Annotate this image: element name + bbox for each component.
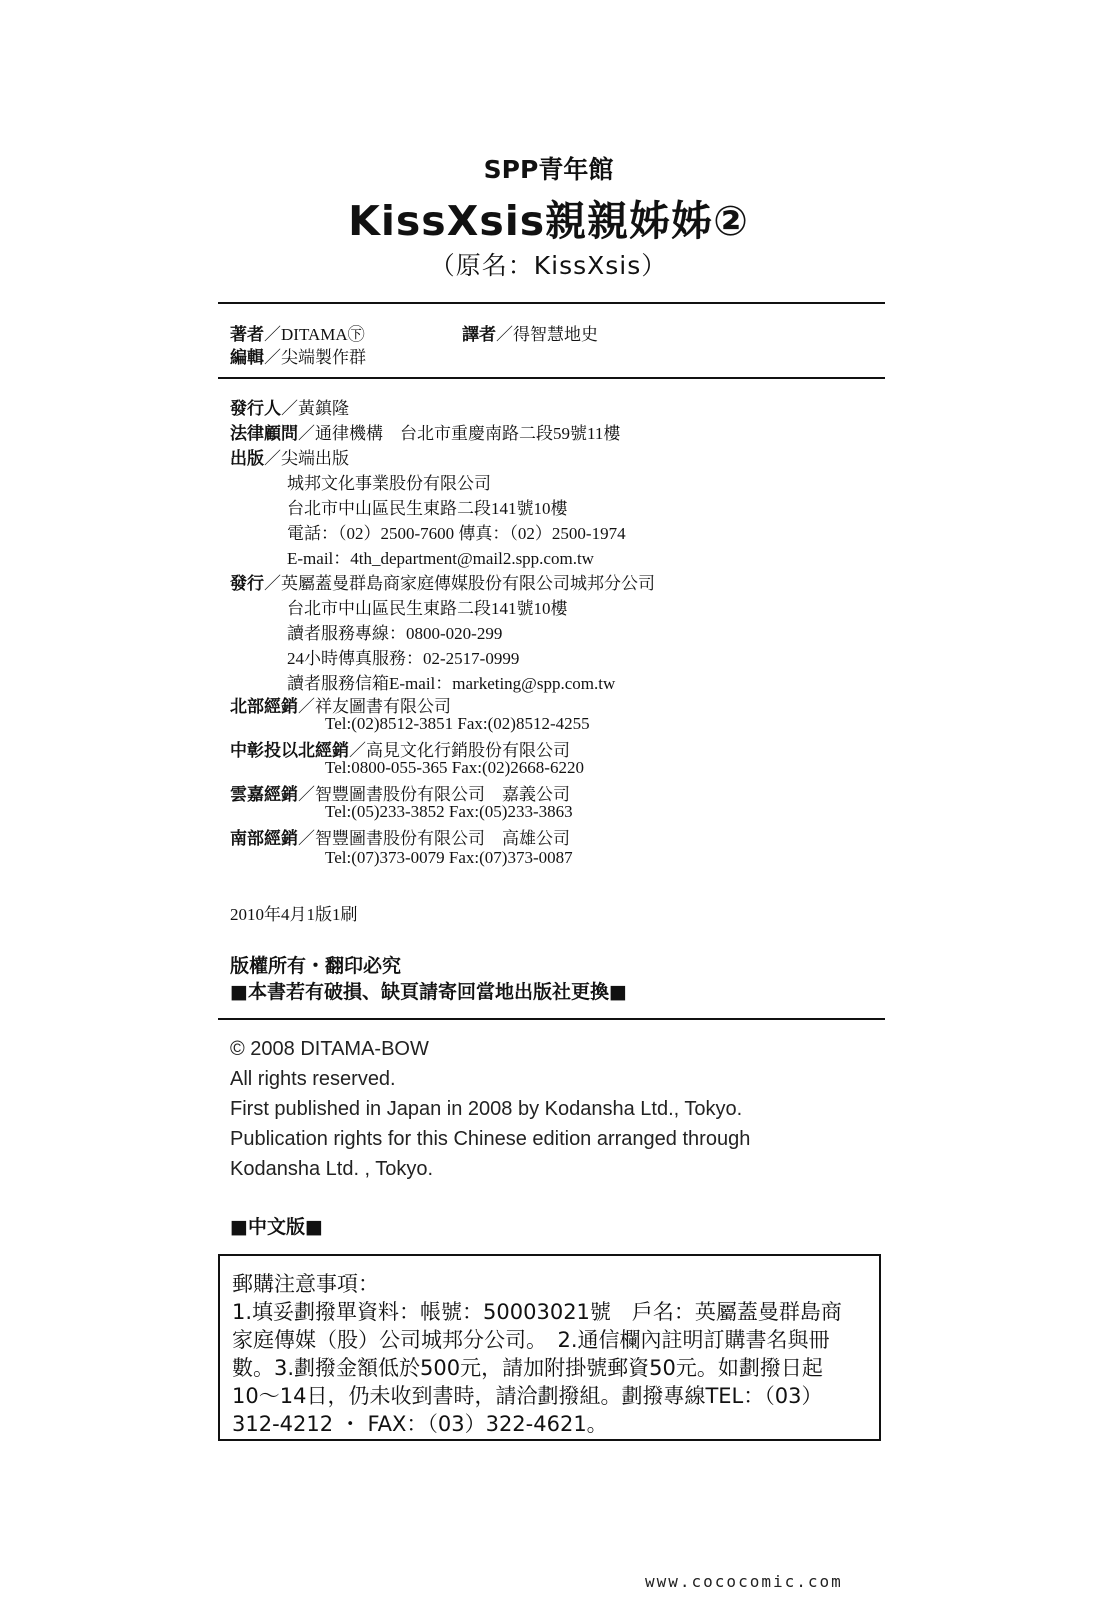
author-label: 著者 bbox=[230, 325, 264, 345]
copyright-line: Kodansha Ltd. , Tokyo. bbox=[230, 1158, 434, 1180]
mail-order-line: 10～14日，仍未收到書時，請洽劃撥組。劃撥專線TEL：（03） bbox=[232, 1384, 823, 1408]
mail-order-box bbox=[218, 1254, 881, 1441]
edition-info: 2010年4月1版1刷 bbox=[230, 905, 358, 924]
translator-value: ／得智慧地史 bbox=[496, 325, 598, 344]
editor-label: 編輯 bbox=[230, 348, 264, 368]
press-value: ／尖端出版 bbox=[264, 449, 349, 468]
page-title: KissXsis親親姊姊② bbox=[348, 197, 749, 245]
south-row bbox=[230, 824, 570, 849]
editor-value: ／尖端製作群 bbox=[264, 348, 366, 367]
central-value: ／高見文化行銷股份有限公司 bbox=[349, 741, 570, 760]
credit-editor bbox=[230, 343, 366, 368]
yunjia-tel: Tel:(05)233-3852 Fax:(05)233-3863 bbox=[325, 802, 573, 821]
copyright-line: First published in Japan in 2008 by Kodansha Ltd., Tokyo. bbox=[230, 1098, 743, 1120]
central-tel: Tel:0800-055-365 Fax:(02)2668-6220 bbox=[325, 758, 584, 777]
legal-label: 法律顧問 bbox=[230, 424, 298, 444]
publisher-row bbox=[230, 394, 349, 419]
site-watermark: www.cococomic.com bbox=[645, 1572, 843, 1591]
publisher-label: 發行人 bbox=[230, 399, 281, 419]
dist-line: 台北市中山區民生東路二段141號10樓 bbox=[287, 599, 568, 618]
damage-notice: ■本書若有破損、缺頁請寄回當地出版社更換■ bbox=[230, 981, 627, 1003]
publisher-value: ／黃鎮隆 bbox=[281, 399, 349, 418]
central-label: 中彰投以北經銷 bbox=[230, 741, 349, 761]
mail-order-line: 312-4212 ・ FAX：（03）322-4621。 bbox=[232, 1412, 608, 1436]
press-line: 城邦文化事業股份有限公司 bbox=[287, 474, 491, 493]
dist-line: 讀者服務專線：0800-020-299 bbox=[287, 624, 503, 643]
credit-author bbox=[230, 320, 365, 345]
press-row bbox=[230, 444, 349, 469]
legal-row bbox=[230, 419, 620, 444]
author-value: ／DITAMA㊦ bbox=[264, 325, 365, 344]
mail-order-title: 郵購注意事項： bbox=[232, 1272, 379, 1296]
yunjia-value: ／智豐圖書股份有限公司 嘉義公司 bbox=[298, 785, 570, 804]
imprint: SPP青年館 bbox=[483, 155, 614, 184]
press-line: E-mail：4th_department@mail2.spp.com.tw bbox=[287, 549, 594, 568]
credit-translator bbox=[462, 320, 598, 345]
dist-line: 24小時傳真服務：02-2517-0999 bbox=[287, 649, 520, 668]
original-title: （原名：KissXsis） bbox=[429, 251, 668, 280]
copyright-line: © 2008 DITAMA-BOW bbox=[230, 1038, 429, 1060]
press-line: 電話：（02）2500-7600 傳真：（02）2500-1974 bbox=[287, 524, 626, 543]
mail-order-line: 家庭傳媒（股）公司城邦分公司。 2.通信欄內註明訂購書名與冊 bbox=[232, 1328, 830, 1352]
yunjia-label: 雲嘉經銷 bbox=[230, 785, 298, 805]
copyright-line: All rights reserved. bbox=[230, 1068, 396, 1090]
copyright-line: Publication rights for this Chinese edition arranged through bbox=[230, 1128, 751, 1150]
north-label: 北部經銷 bbox=[230, 697, 298, 717]
rights-reserved: 版權所有・翻印必究 bbox=[230, 955, 402, 977]
translator-label: 譯者 bbox=[462, 325, 496, 345]
divider-copyright bbox=[218, 1018, 885, 1020]
press-line: 台北市中山區民生東路二段141號10樓 bbox=[287, 499, 568, 518]
divider-credits bbox=[218, 377, 885, 379]
dist-value: ／英屬蓋曼群島商家庭傳媒股份有限公司城邦分公司 bbox=[264, 574, 655, 593]
dist-row bbox=[230, 569, 655, 594]
north-value: ／祥友圖書有限公司 bbox=[298, 697, 451, 716]
divider-top bbox=[218, 302, 885, 304]
mail-order-line: 數。3.劃撥金額低於500元，請加附掛號郵資50元。如劃撥日起 bbox=[232, 1356, 823, 1380]
dist-line: 讀者服務信箱E-mail：marketing@spp.com.tw bbox=[287, 674, 616, 693]
press-label: 出版 bbox=[230, 449, 264, 469]
south-tel: Tel:(07)373-0079 Fax:(07)373-0087 bbox=[325, 848, 573, 867]
legal-value: ／通律機構 台北市重慶南路二段59號11樓 bbox=[298, 424, 621, 443]
dist-label: 發行 bbox=[230, 574, 264, 594]
south-label: 南部經銷 bbox=[230, 829, 298, 849]
mail-order-line: 1.填妥劃撥單資料：帳號：50003021號 戶名：英屬蓋曼群島商 bbox=[232, 1300, 842, 1324]
south-value: ／智豐圖書股份有限公司 高雄公司 bbox=[298, 829, 570, 848]
chinese-edition-label: ■中文版■ bbox=[230, 1216, 323, 1238]
north-tel: Tel:(02)8512-3851 Fax:(02)8512-4255 bbox=[325, 714, 590, 733]
